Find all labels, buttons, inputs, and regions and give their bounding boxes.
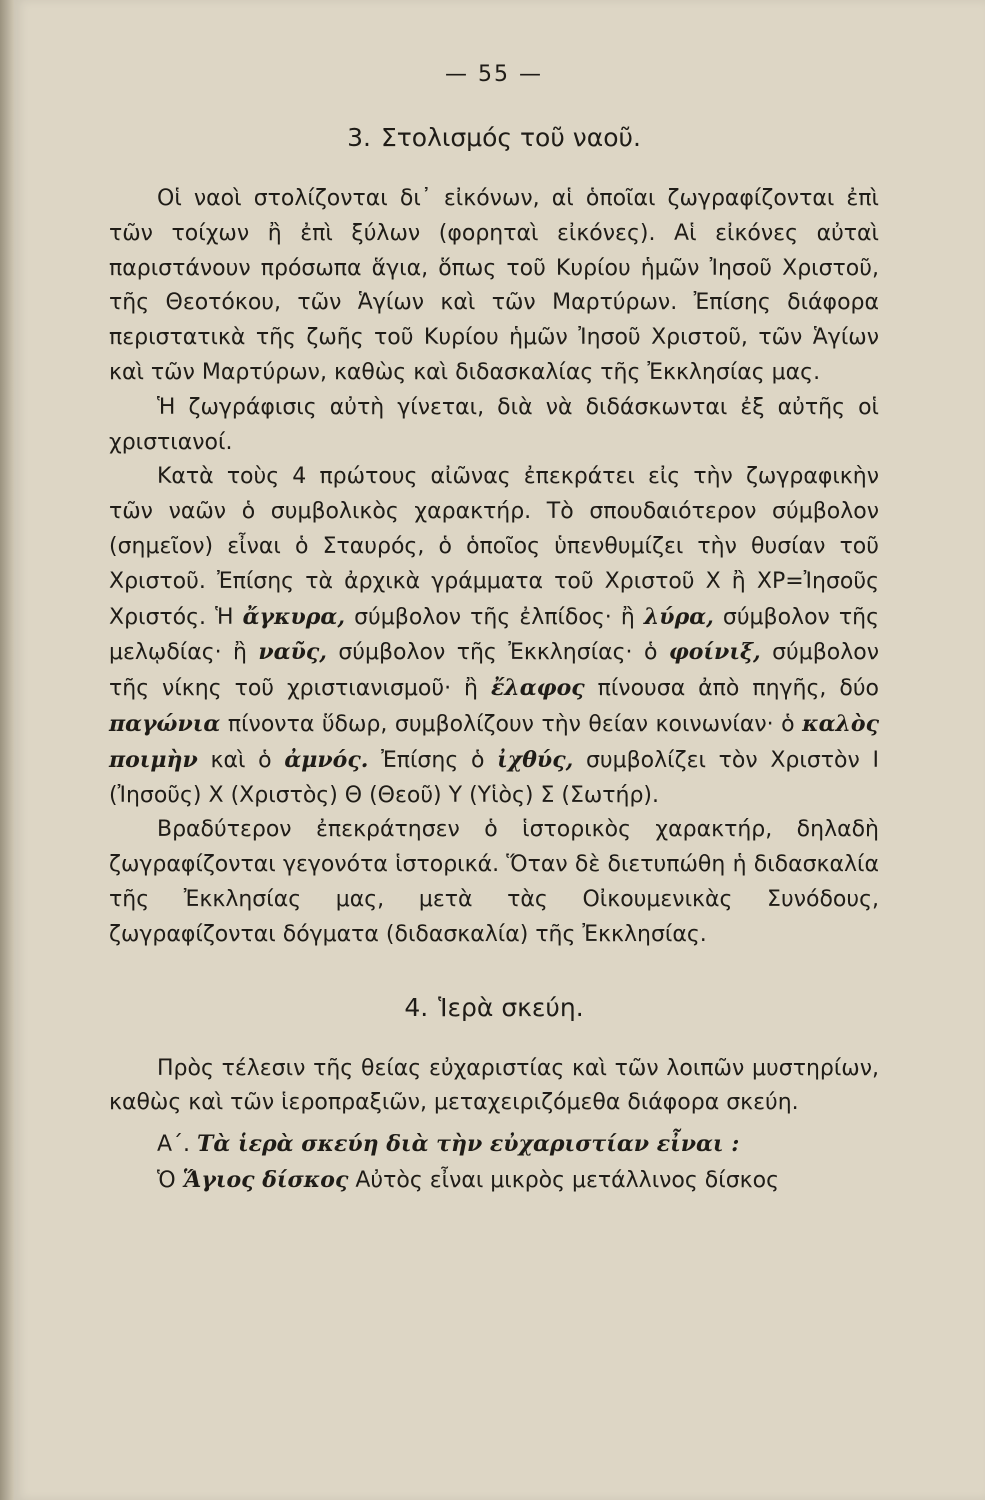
emphasis-peacocks: παγώνια <box>109 710 221 737</box>
emphasis-phoenix: φοίνιξ, <box>668 639 761 666</box>
page-content <box>109 62 879 1199</box>
section-3-paragraph-2: Ἡ ζωγράφισις αὐτὴ γίνεται, διὰ νὰ διδάσκωνται ἐξ αὐτῆς οἱ χριστιανοί. <box>109 394 879 455</box>
section-3-title: Στολισμός τοῦ ναοῦ. <box>380 123 641 152</box>
emphasis-fish: ἰχθύς, <box>497 746 574 773</box>
text-run: Κατὰ τοὺς 4 πρώτους αἰῶνας ἐπεκράτει εἰς τὴν ζωγραφικὴν τῶν ναῶν ὁ συμβολικὸς χαρακτήρ. Τὸ σπουδαιότερον σύμβολον (σημεῖον) εἶναι ὁ Σταυρός, ὁ ὁποῖος ὑπενθυμίζει τὴν θυσίαν τοῦ Χριστοῦ. Ἐπίσης τὰ ἀρχικὰ γράμματα τοῦ Χριστοῦ Χ ἢ ΧΡ=Ἰησοῦς Χριστός. Ἡ <box>109 464 879 630</box>
emphasis-deer: ἔλαφος <box>490 675 585 702</box>
text-run: Αὐτὸς εἶναι μικρὸς μετάλλινος δίσκος <box>348 1167 779 1193</box>
section-3-heading <box>109 123 879 152</box>
emphasis-holy-paten: Ἅγιος δίσκος <box>182 1166 349 1193</box>
section-4-paragraph-1: Πρὸς τέλεσιν τῆς θείας εὐχαριστίας καὶ τῶν λοιπῶν μυστηρίων, καθὼς καὶ τῶν ἱεροπραξιῶν, μεταχειριζόμεθα διάφορα σκεύη. <box>109 1055 879 1116</box>
section-4-paragraph-2 <box>109 1163 879 1199</box>
section-4-title: Ἱερὰ σκεύη. <box>438 992 584 1022</box>
text-run: καὶ ὁ <box>197 747 285 773</box>
emphasis-lamb: ἀμνός. <box>284 746 369 773</box>
book-page <box>14 0 985 1500</box>
section-3-paragraph-3 <box>109 460 879 813</box>
section-4-number: 4. <box>404 992 429 1022</box>
section-3-paragraph-1: Οἱ ναοὶ στολίζονται δι᾽ εἰκόνων, αἱ ὁποῖαι ζωγραφίζονται ἐπὶ τῶν τοίχων ἢ ἐπὶ ξύλων (φορηταὶ εἰκόνες). Αἱ εἰκόνες αὐταὶ παριστάνουν πρόσωπα ἅγια, ὅπως τοῦ Κυρίου ἡμῶν Ἰησοῦ Χριστοῦ, τῆς Θεοτόκου, τῶν Ἁγίων καὶ τῶν Μαρτύρων. Ἐπίσης διάφορα περιστατικὰ τῆς ζωῆς τοῦ Κυρίου ἡμῶν Ἰησοῦ Χριστοῦ, τῶν Ἁγίων καὶ τῶν Μαρτύρων, καθὼς καὶ διδασκαλίας τῆς Ἐκκλησίας μας. <box>109 186 879 385</box>
text-run: σύμβολον τῆς μελῳδίας· ἢ <box>109 604 880 666</box>
emphasis-good-shepherd: καλὸς ποιμὴν <box>109 710 879 773</box>
section-3-paragraph-4: Βραδύτερον ἐπεκράτησεν ὁ ἱστορικὸς χαρακτήρ, δηλαδὴ ζωγραφίζονται γεγονότα ἱστορικά. Ὅταν δὲ διετυπώθη ἡ διδασκαλία τῆς Ἐκκλησίας μας, μετὰ τὰς Οἰκουμενικὰς Συνόδους, ζωγραφίζονται δόγματα (διδασκαλία) τῆς Ἐκκλησίας. <box>109 817 879 947</box>
section-4-heading <box>109 993 879 1022</box>
emphasis-lyre: λύρα, <box>643 603 714 630</box>
emphasis-anchor: ἄγκυρα, <box>242 603 346 630</box>
text-run: σύμβολον τῆς ἐλπίδος· ἢ <box>345 604 644 630</box>
book-spine-edge <box>0 0 14 1500</box>
text-run: Ἐπίσης ὁ <box>368 747 498 773</box>
subheading-prefix: Α΄. <box>157 1132 191 1158</box>
text-run: πίνουσα ἀπὸ πηγῆς, δύο <box>584 676 880 702</box>
subheading-text: Τὰ ἱερὰ σκεύη διὰ τὴν εὐχαριστίαν εἶναι : <box>197 1131 740 1158</box>
text-run: σύμβολον τῆς νίκης τοῦ χριστιανισμοῦ· ἢ <box>109 640 880 702</box>
section-4-subheading <box>109 1127 879 1163</box>
text-run: σύμβολον τῆς Ἐκκλησίας· ὁ <box>326 640 669 666</box>
text-run: Ὁ <box>157 1167 183 1193</box>
text-run: πίνοντα ὕδωρ, συμβολίζουν τὴν θείαν κοινωνίαν· ὁ <box>220 711 803 737</box>
emphasis-ship: ναῦς, <box>258 639 327 666</box>
section-3-number: 3. <box>347 123 371 152</box>
text-run: συμβολίζει τὸν Χριστὸν Ι (Ἰησοῦς) Χ (Χριστὸς) Θ (Θεοῦ) Υ (Υἱὸς) Σ (Σωτήρ). <box>109 747 879 808</box>
page-number: — 55 — <box>445 62 543 87</box>
